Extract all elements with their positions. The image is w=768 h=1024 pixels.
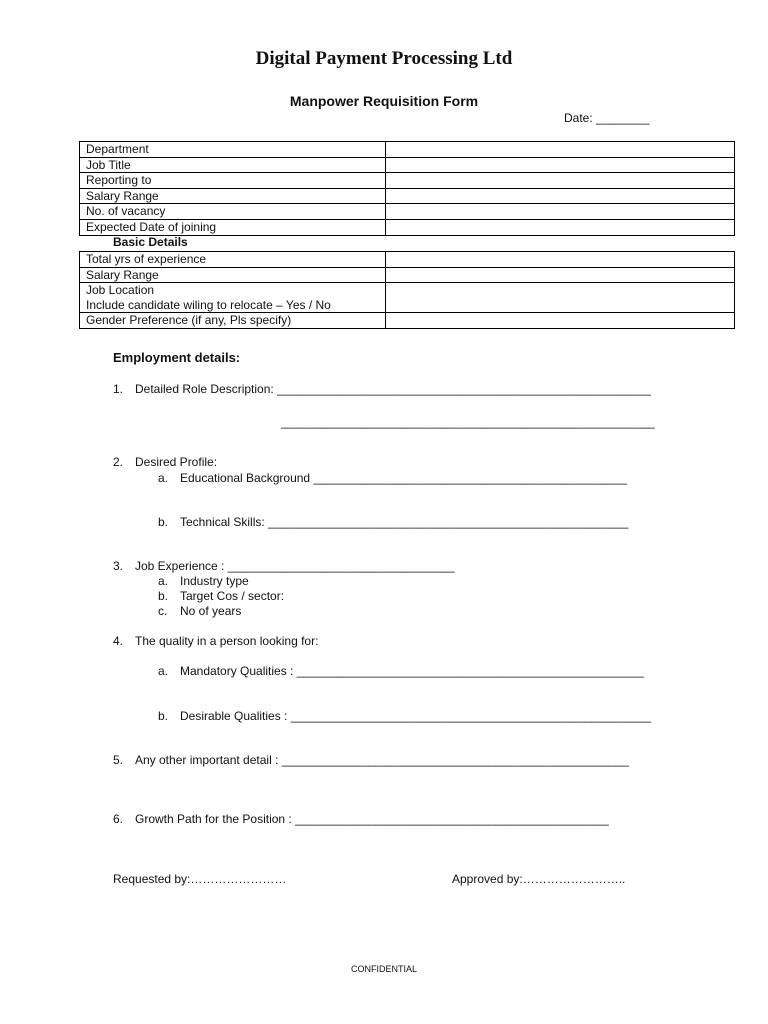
item-number: 4. bbox=[113, 634, 124, 648]
job-title-label: Job Title bbox=[80, 157, 386, 173]
table-row bbox=[80, 188, 735, 204]
sub-letter: c. bbox=[158, 604, 168, 618]
table-row bbox=[80, 157, 735, 173]
other-detail-field[interactable]: Any other important detail : ____________________________________________________ bbox=[135, 753, 629, 767]
role-description-field[interactable]: Detailed Role Description: ________________________________________________________ bbox=[135, 382, 651, 396]
company-name: Digital Payment Processing Ltd bbox=[255, 48, 513, 69]
reporting-to-cell[interactable] bbox=[386, 173, 735, 189]
department-label: Department bbox=[80, 142, 386, 158]
mandatory-qualities-field[interactable]: Mandatory Qualities : ____________________________________________________ bbox=[180, 664, 644, 678]
educational-background-field[interactable]: Educational Background _______________________________________________ bbox=[180, 471, 628, 485]
experience-cell[interactable] bbox=[386, 252, 735, 268]
growth-path-field[interactable]: Growth Path for the Position : _______________________________________________ bbox=[135, 812, 609, 826]
table-row bbox=[80, 313, 735, 329]
sub-letter: b. bbox=[158, 515, 169, 529]
confidential-footer: CONFIDENTIAL bbox=[350, 964, 417, 974]
joining-date-cell[interactable] bbox=[386, 219, 735, 235]
sub-letter: b. bbox=[158, 589, 169, 603]
job-experience-field[interactable]: Job Experience : __________________________________ bbox=[135, 559, 455, 573]
item-number: 6. bbox=[113, 812, 124, 826]
position-table bbox=[79, 141, 735, 236]
table-row bbox=[80, 267, 735, 283]
table-row bbox=[80, 142, 735, 158]
quality-label: The quality in a person looking for: bbox=[135, 634, 319, 648]
target-cos-label: Target Cos / sector: bbox=[180, 589, 285, 603]
joining-date-label: Expected Date of joining bbox=[80, 219, 386, 235]
sub-letter: a. bbox=[158, 664, 169, 678]
technical-skills-field[interactable]: Technical Skills: ______________________________________________________ bbox=[180, 515, 629, 529]
job-title-cell[interactable] bbox=[386, 157, 735, 173]
relocate-text: Include candidate wiling to relocate – Yes / No bbox=[86, 297, 331, 312]
table-row bbox=[80, 173, 735, 189]
table-row bbox=[80, 204, 735, 220]
table-row bbox=[80, 252, 735, 268]
vacancy-label: No. of vacancy bbox=[80, 204, 386, 220]
table-row bbox=[80, 219, 735, 235]
table-row bbox=[80, 283, 735, 313]
no-of-years-label: No of years bbox=[180, 604, 242, 618]
approved-by-field[interactable]: Approved by:…………………….. bbox=[452, 872, 626, 886]
item-number: 5. bbox=[113, 753, 124, 767]
gender-preference-label: Gender Preference (if any, Pls specify) bbox=[80, 313, 386, 329]
basic-details-table bbox=[79, 251, 735, 329]
salary-range-cell[interactable] bbox=[386, 267, 735, 283]
sub-letter: b. bbox=[158, 709, 169, 723]
reporting-to-label: Reporting to bbox=[80, 173, 386, 189]
item-number: 2. bbox=[113, 455, 124, 469]
desired-profile-label: Desired Profile: bbox=[135, 455, 218, 469]
item-number: 1. bbox=[113, 382, 124, 396]
salary-range-cell[interactable] bbox=[386, 188, 735, 204]
date-field[interactable]: Date: ________ bbox=[564, 111, 650, 125]
form-title: Manpower Requisition Form bbox=[289, 93, 479, 109]
gender-preference-cell[interactable] bbox=[386, 313, 735, 329]
role-description-continuation[interactable]: ________________________________________________________ bbox=[281, 415, 655, 429]
basic-details-heading: Basic Details bbox=[113, 235, 188, 249]
salary-range-label: Salary Range bbox=[80, 267, 386, 283]
requested-by-field[interactable]: Requested by:…………………… bbox=[113, 872, 287, 886]
desirable-qualities-field[interactable]: Desirable Qualities : ______________________________________________________ bbox=[180, 709, 652, 723]
department-cell[interactable] bbox=[386, 142, 735, 158]
employment-heading: Employment details: bbox=[113, 350, 241, 365]
job-location-cell[interactable] bbox=[386, 283, 735, 313]
job-location-text: Job Location bbox=[86, 283, 155, 298]
experience-label: Total yrs of experience bbox=[80, 252, 386, 268]
item-number: 3. bbox=[113, 559, 124, 573]
vacancy-cell[interactable] bbox=[386, 204, 735, 220]
job-location-label bbox=[80, 283, 386, 313]
industry-type-label: Industry type bbox=[180, 574, 249, 588]
salary-range-label: Salary Range bbox=[80, 188, 386, 204]
sub-letter: a. bbox=[158, 471, 169, 485]
sub-letter: a. bbox=[158, 574, 169, 588]
